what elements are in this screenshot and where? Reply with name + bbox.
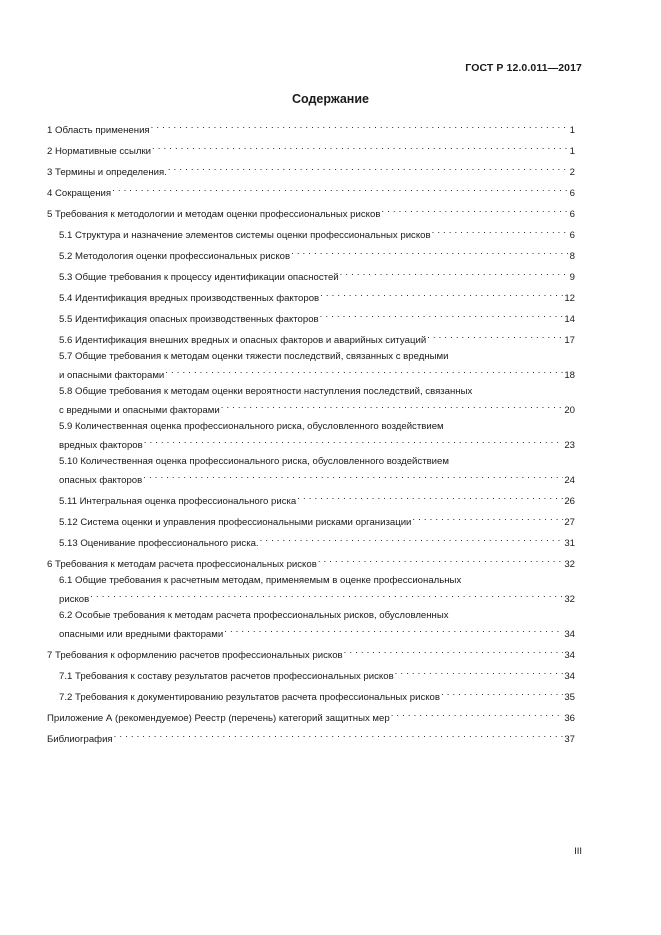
toc-entry-title-line: 5.10 Количественная оценка профессионального риска, обусловленного воздействием — [59, 456, 449, 467]
toc-entry-title: Приложение А (рекомендуемое) Реестр (перечень) категорий защитных мер — [47, 713, 390, 724]
toc-entry-title: 5.6 Идентификация внешних вредных и опасных факторов и аварийных ситуаций — [59, 335, 427, 346]
toc-entry[interactable] — [47, 665, 575, 684]
toc-entry-page: 31 — [564, 538, 575, 549]
toc-entry-page: 9 — [569, 272, 575, 283]
toc-entry-page: 35 — [564, 692, 575, 703]
toc-entry[interactable] — [47, 553, 575, 572]
toc-entry-title: опасных факторов — [59, 475, 143, 486]
toc-title: Содержание — [291, 92, 369, 106]
toc-entry[interactable] — [47, 119, 575, 138]
dot-leader — [381, 203, 568, 217]
table-of-contents — [47, 119, 575, 749]
toc-entry-title: 5.13 Оценивание профессионального риска. — [59, 538, 259, 549]
toc-entry-page: 34 — [564, 629, 575, 640]
toc-entry[interactable] — [47, 455, 575, 488]
dot-leader — [320, 287, 563, 301]
toc-entry-title: рисков — [59, 594, 90, 605]
toc-entry-page: 37 — [564, 734, 575, 745]
toc-entry-page: 12 — [564, 293, 575, 304]
dot-leader — [412, 511, 563, 525]
toc-entry-page: 27 — [564, 517, 575, 528]
toc-entry[interactable] — [47, 385, 575, 418]
toc-entry-title-line: 5.9 Количественная оценка профессионального риска, обусловленного воздействием — [59, 421, 444, 432]
dot-leader — [224, 623, 563, 637]
toc-entry-title: 5.4 Идентификация вредных производственных факторов — [59, 293, 320, 304]
toc-entry-title: 3 Термины и определения. — [47, 167, 167, 178]
toc-entry-page: 20 — [564, 405, 575, 416]
toc-entry-title: 5 Требования к методологии и методам оценки профессиональных рисков — [47, 209, 381, 220]
dot-leader — [260, 532, 564, 546]
toc-entry-page: 2 — [569, 167, 575, 178]
toc-entry-title: и опасными факторами — [59, 370, 165, 381]
dot-leader — [432, 224, 569, 238]
toc-entry-title: Библиография — [47, 734, 113, 745]
toc-entry-title: 6 Требования к методам расчета профессиональных рисков — [47, 559, 317, 570]
toc-entry-page: 34 — [564, 671, 575, 682]
toc-entry[interactable] — [47, 182, 575, 201]
toc-entry-page: 24 — [564, 475, 575, 486]
toc-entry[interactable] — [47, 350, 575, 383]
toc-entry-page: 32 — [564, 559, 575, 570]
dot-leader — [114, 728, 564, 742]
dot-leader — [318, 553, 564, 567]
toc-entry[interactable] — [47, 574, 575, 607]
toc-entry[interactable] — [47, 686, 575, 705]
dot-leader — [152, 140, 569, 154]
toc-entry[interactable] — [47, 707, 575, 726]
dot-leader — [320, 308, 564, 322]
toc-entry-title: 4 Сокращения — [47, 188, 112, 199]
toc-entry-page: 23 — [564, 440, 575, 451]
toc-entry[interactable] — [47, 511, 575, 530]
dot-leader — [395, 665, 564, 679]
toc-entry[interactable] — [47, 287, 575, 306]
toc-entry-title: 5.5 Идентификация опасных производственных факторов — [59, 314, 319, 325]
dot-leader — [90, 588, 563, 602]
standard-code: ГОСТ Р 12.0.011—2017 — [465, 62, 582, 74]
toc-entry-title-line: 5.8 Общие требования к методам оценки вероятности наступления последствий, связанных — [59, 386, 473, 397]
dot-leader — [297, 490, 563, 504]
toc-entry-page: 8 — [569, 251, 575, 262]
toc-entry-title: опасными или вредными факторами — [59, 629, 224, 640]
toc-entry[interactable] — [47, 644, 575, 663]
toc-entry-title-line: 6.1 Общие требования к расчетным методам, применяемым в оценке профессиональных — [59, 575, 462, 586]
dot-leader — [143, 469, 563, 483]
toc-entry[interactable] — [47, 532, 575, 551]
toc-entry-title: 5.2 Методология оценки профессиональных рисков — [59, 251, 291, 262]
toc-entry-title: 7.1 Требования к составу результатов расчетов профессиональных рисков — [59, 671, 394, 682]
toc-entry-page: 34 — [564, 650, 575, 661]
dot-leader — [165, 364, 563, 378]
toc-entry-page: 6 — [569, 188, 575, 199]
toc-entry[interactable] — [47, 224, 575, 243]
toc-entry-title: 5.3 Общие требования к процессу идентификации опасностей — [59, 272, 339, 283]
toc-entry-page: 6 — [569, 209, 575, 220]
toc-entry-page: 36 — [564, 713, 575, 724]
dot-leader — [112, 182, 569, 196]
toc-entry-title: 5.11 Интегральная оценка профессионального риска — [59, 496, 297, 507]
toc-entry[interactable] — [47, 420, 575, 453]
toc-entry-title: 5.12 Система оценки и управления профессиональными рисками организации — [59, 517, 412, 528]
toc-entry-page: 32 — [564, 594, 575, 605]
toc-entry-title: 7 Требования к оформлению расчетов профессиональных рисков — [47, 650, 343, 661]
toc-entry[interactable] — [47, 245, 575, 264]
toc-entry-title-line: 6.2 Особые требования к методам расчета профессиональных рисков, обусловленных — [59, 610, 449, 621]
toc-entry-page: 14 — [564, 314, 575, 325]
toc-entry[interactable] — [47, 728, 575, 747]
toc-entry-title: 5.1 Структура и назначение элементов системы оценки профессиональных рисков — [59, 230, 431, 241]
toc-entry-title: 1 Область применения — [47, 125, 150, 136]
toc-entry-page: 18 — [564, 370, 575, 381]
toc-entry[interactable] — [47, 490, 575, 509]
toc-entry-page: 17 — [564, 335, 575, 346]
page-number: III — [574, 846, 582, 857]
toc-entry-title: вредных факторов — [59, 440, 143, 451]
toc-entry[interactable] — [47, 140, 575, 159]
toc-entry[interactable] — [47, 161, 575, 180]
dot-leader — [168, 161, 569, 175]
toc-entry-page: 6 — [569, 230, 575, 241]
toc-entry[interactable] — [47, 609, 575, 642]
dot-leader — [340, 266, 569, 280]
dot-leader — [221, 399, 564, 413]
dot-leader — [427, 329, 563, 343]
toc-entry-page: 1 — [569, 146, 575, 157]
toc-entry[interactable] — [47, 203, 575, 222]
toc-entry-page: 26 — [564, 496, 575, 507]
dot-leader — [441, 686, 563, 700]
dot-leader — [151, 119, 569, 133]
toc-entry-title: 7.2 Требования к документированию результатов расчета профессиональных рисков — [59, 692, 440, 703]
toc-entry[interactable] — [47, 266, 575, 285]
toc-entry-title-line: 5.7 Общие требования к методам оценки тяжести последствий, связанных с вредными — [59, 351, 449, 362]
toc-entry-page: 1 — [569, 125, 575, 136]
dot-leader — [344, 644, 564, 658]
dot-leader — [291, 245, 569, 259]
toc-entry-title: 2 Нормативные ссылки — [47, 146, 152, 157]
toc-entry-title: с вредными и опасными факторами — [59, 405, 220, 416]
toc-entry[interactable] — [47, 329, 575, 348]
dot-leader — [144, 434, 564, 448]
toc-entry[interactable] — [47, 308, 575, 327]
dot-leader — [391, 707, 564, 721]
